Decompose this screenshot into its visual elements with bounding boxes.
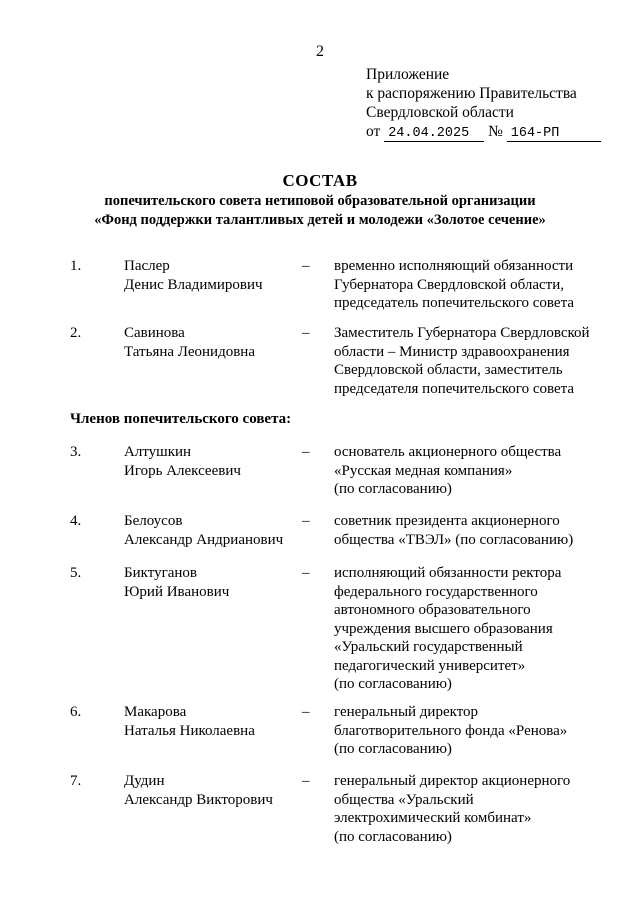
position-line: федерального государственного	[334, 583, 538, 600]
member-name	[124, 703, 294, 740]
appendix-line-1: Приложение	[366, 66, 450, 83]
dash: –	[302, 704, 310, 720]
member-surname: Савинова	[124, 325, 185, 341]
number-sign: №	[488, 123, 503, 140]
member-position	[334, 772, 594, 846]
position-line: (по согласованию)	[334, 481, 452, 497]
position-line: общества «ТВЭЛ» (по согласованию)	[334, 531, 574, 548]
member-number: 4.	[70, 513, 82, 529]
appendix-line-2: к распоряжению Правительства	[366, 85, 577, 102]
position-line: благотворительного фонда «Ренова»	[334, 722, 568, 739]
position-line: (по согласованию)	[334, 828, 452, 845]
dash: –	[302, 513, 310, 529]
member-number: 1.	[70, 258, 82, 274]
member-number: 7.	[70, 773, 82, 789]
position-line: области – Министр здравоохранения	[334, 343, 570, 360]
member-given-name: Александр Викторович	[124, 791, 273, 808]
subtitle-line-2: «Фонд поддержки талантливых детей и молодежи «Золотое сечение»	[94, 212, 546, 228]
position-line: общества «Уральский	[334, 791, 474, 808]
document-title: СОСТАВ	[282, 171, 358, 190]
member-given-name: Наталья Николаевна	[124, 722, 255, 739]
member-given-name: Денис Владимирович	[124, 276, 263, 293]
date-prefix: от	[366, 123, 381, 140]
appendix-date-line	[366, 122, 601, 142]
member-given-name: Игорь Алексеевич	[124, 462, 241, 479]
position-line: (по согласованию)	[334, 741, 452, 757]
member-name	[124, 257, 294, 294]
member-name	[124, 443, 294, 480]
member-surname: Макарова	[124, 704, 187, 720]
member-surname: Паслер	[124, 258, 170, 274]
member-given-name: Татьяна Леонидовна	[124, 343, 255, 360]
position-line: электрохимический комбинат»	[334, 810, 532, 826]
member-position	[334, 257, 594, 313]
position-line: Заместитель Губернатора Свердловской	[334, 325, 590, 341]
page-number: 2	[316, 43, 324, 60]
dash: –	[302, 325, 310, 341]
member-position	[334, 512, 594, 549]
member-number: 3.	[70, 444, 82, 460]
member-surname: Алтушкин	[124, 444, 192, 460]
member-position	[334, 443, 594, 499]
appendix-block	[366, 65, 601, 142]
members-heading: Членов попечительского совета:	[70, 411, 292, 427]
position-line: педагогический университет»	[334, 657, 526, 674]
position-line: «Уральский государственный	[334, 639, 523, 655]
dash: –	[302, 565, 310, 581]
dash: –	[302, 444, 310, 460]
subtitle-line-1: попечительского совета нетиповой образовательной организации	[104, 193, 536, 209]
member-number: 2.	[70, 325, 82, 341]
member-surname: Дудин	[124, 773, 165, 789]
position-line: советник президента акционерного	[334, 513, 560, 529]
dash: –	[302, 258, 310, 274]
decree-date: 24.04.2025	[384, 127, 484, 142]
position-line: председателя попечительского совета	[334, 380, 575, 397]
position-line: генеральный директор акционерного	[334, 773, 571, 789]
member-surname: Биктуганов	[124, 565, 198, 581]
member-name	[124, 564, 294, 601]
member-given-name: Александр Андрианович	[124, 531, 284, 548]
position-line: председатель попечительского совета	[334, 295, 574, 311]
member-position	[334, 564, 594, 694]
position-line: временно исполняющий обязанности	[334, 258, 574, 274]
position-line: «Русская медная компания»	[334, 462, 513, 479]
position-line: Свердловской области, заместитель	[334, 362, 563, 378]
position-line: исполняющий обязанности ректора	[334, 565, 562, 581]
position-line: автономного образовательного	[334, 602, 531, 618]
member-name	[124, 772, 294, 809]
member-number: 6.	[70, 704, 82, 720]
member-given-name: Юрий Иванович	[124, 583, 230, 600]
member-name	[124, 512, 294, 549]
position-line: Губернатора Свердловской области,	[334, 276, 564, 293]
member-position	[334, 703, 594, 759]
position-line: генеральный директор	[334, 704, 479, 720]
decree-number: 164-РП	[507, 127, 601, 142]
title-block	[0, 170, 640, 230]
member-surname: Белоусов	[124, 513, 183, 529]
member-number: 5.	[70, 565, 82, 581]
position-line: учреждения высшего образования	[334, 620, 553, 637]
dash: –	[302, 773, 310, 789]
position-line: основатель акционерного общества	[334, 444, 562, 460]
position-line: (по согласованию)	[334, 676, 452, 692]
appendix-line-3: Свердловской области	[366, 104, 514, 121]
member-position	[334, 324, 594, 398]
member-name	[124, 324, 294, 361]
